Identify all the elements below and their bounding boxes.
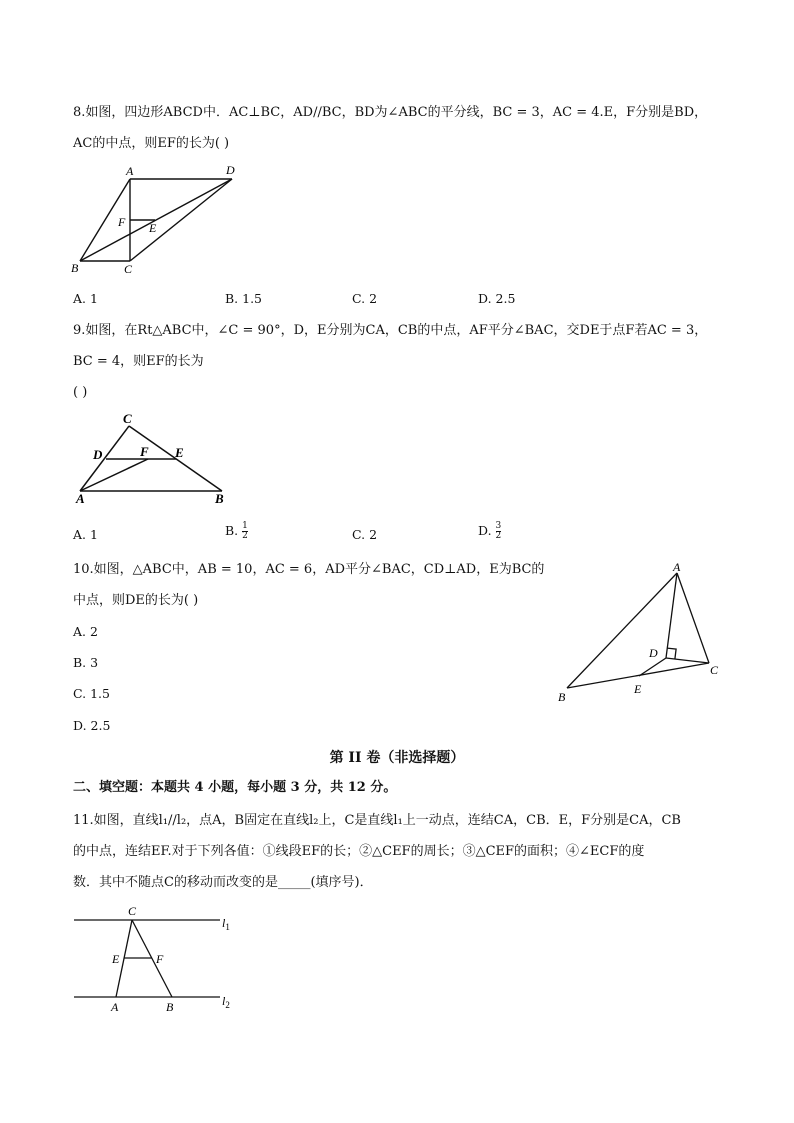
q11-label-e: E xyxy=(112,952,120,966)
q8-option-b: B. 1.5 xyxy=(225,291,263,306)
q9-option-b-fraction xyxy=(242,522,248,541)
q9-label-e: E xyxy=(175,445,184,460)
q8-label-e: E xyxy=(149,221,157,235)
q11-label-a: A xyxy=(111,1000,119,1014)
q11-label-l2 xyxy=(222,994,230,1010)
q9-option-b-denominator: 2 xyxy=(242,531,248,541)
q8-label-d: D xyxy=(226,163,235,177)
q10-option-a: A. 2 xyxy=(73,624,98,639)
q9-option-d-prefix: D. xyxy=(478,523,492,538)
q8-option-d: D. 2.5 xyxy=(478,291,516,306)
q10-option-b: B. 3 xyxy=(73,655,99,670)
q10-text-line1: 10.如图，△ABC中，AB = 10，AC = 6，AD平分∠BAC，CD⊥AD，E为BC的 xyxy=(73,562,545,577)
q9-label-a: A xyxy=(76,491,85,506)
q11-label-f: F xyxy=(156,952,164,966)
q11-text-line1: 11.如图，直线l₁//l₂，点A，B固定在直线l₂上，C是直线l₁上一动点，连结CA，CB．E，F分别是CA，CB xyxy=(73,813,681,828)
q8-label-b: B xyxy=(71,261,79,275)
q9-option-d-denominator: 2 xyxy=(495,531,502,541)
q11-text-line2: 的中点，连结EF.对于下列各值：①线段EF的长；②△CEF的周长；③△CEF的面积；④∠ECF的度 xyxy=(73,844,645,859)
q9-option-c: C. 2 xyxy=(352,527,378,542)
q11-label-l2-sub: 2 xyxy=(225,1000,230,1010)
q9-label-c: C xyxy=(123,411,132,426)
q11-label-b: B xyxy=(166,1000,174,1014)
q11-figure xyxy=(68,900,248,1020)
q9-option-d-numerator: 3 xyxy=(495,521,502,531)
q11-label-l2-main: l xyxy=(222,994,226,1008)
q11-label-c: C xyxy=(128,904,137,918)
q10-option-c: C. 1.5 xyxy=(73,686,110,701)
q8-text-line2: AC的中点，则EF的长为( ) xyxy=(73,136,230,151)
q11-text-line3: 数．其中不随点C的移动而改变的是_____(填序号)． xyxy=(73,875,373,890)
q11-label-l1-sub: 1 xyxy=(225,922,230,932)
q8-option-c: C. 2 xyxy=(352,291,378,306)
q10-figure xyxy=(548,555,728,710)
q8-text-line1: 8.如图，四边形ABCD中．AC⊥BC，AD//BC，BD为∠ABC的平分线，BC = 3，AC = 4.E，F分别是BD， xyxy=(73,105,708,120)
section-subtitle: 二、填空题：本题共 4 小题，每小题 3 分，共 12 分。 xyxy=(73,780,397,795)
q8-option-a: A. 1 xyxy=(73,291,98,306)
q10-text-line2: 中点，则DE的长为( ) xyxy=(73,593,199,608)
q9-label-f: F xyxy=(140,444,149,459)
q9-option-a: A. 1 xyxy=(73,527,98,542)
q8-label-c: C xyxy=(124,262,133,276)
q9-option-b-prefix: B. xyxy=(225,523,239,538)
q8-label-f: F xyxy=(118,215,126,229)
q9-option-d xyxy=(478,522,501,541)
q10-label-b: B xyxy=(558,690,566,704)
q10-option-d: D. 2.5 xyxy=(73,718,111,733)
q11-label-l1 xyxy=(222,916,230,932)
q9-text-line2: BC = 4，则EF的长为 xyxy=(73,354,204,369)
q10-label-d: D xyxy=(649,646,658,660)
q9-text-line3: ( ) xyxy=(73,385,88,400)
q11-label-l1-main: l xyxy=(222,916,226,930)
q10-label-c: C xyxy=(710,663,719,677)
section-title: 第 II 卷（非选择题） xyxy=(329,750,465,766)
q9-text-line1: 9.如图，在Rt△ABC中，∠C = 90°，D，E分别为CA，CB的中点，AF平分∠BAC，交DE于点F若AC = 3， xyxy=(73,323,708,338)
q8-label-a: A xyxy=(126,164,134,178)
q9-option-d-fraction xyxy=(496,522,502,541)
q10-label-e: E xyxy=(634,682,642,696)
q8-figure xyxy=(60,160,260,280)
q9-label-b: B xyxy=(215,491,224,506)
q9-figure xyxy=(68,410,238,510)
q9-option-b-numerator: 1 xyxy=(242,521,248,531)
q9-label-d: D xyxy=(93,447,103,462)
q10-label-a: A xyxy=(673,560,681,574)
q9-option-b xyxy=(225,522,248,541)
